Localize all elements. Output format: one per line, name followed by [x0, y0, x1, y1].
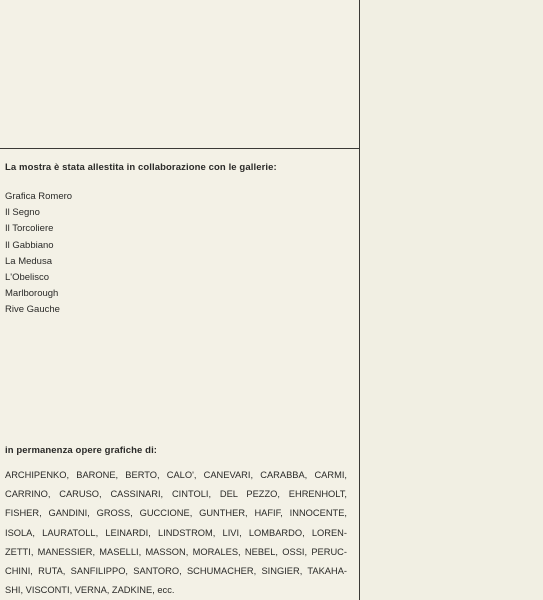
gallery-item: La Medusa [5, 255, 53, 267]
artists-line: CARRINO, CARUSO, CASSINARI, CINTOLI, DEL PEZZO, EHRENHOLT, [5, 489, 347, 500]
artists-line: SHI, VISCONTI, VERNA, ZADKINE, ecc. [5, 585, 175, 596]
artists-heading: in permanenza opere grafiche di: [5, 445, 158, 456]
gallery-list [5, 189, 72, 319]
artists-line: CHINI, RUTA, SANFILIPPO, SANTORO, SCHUMACHER, SINGIER, TAKAHA- [5, 565, 347, 576]
gallery-item: Grafica Romero [5, 191, 73, 202]
galleries-heading: La mostra è stata allestita in collaborazione con le gallerie: [5, 162, 277, 173]
gallery-item: Il Gabbiano [5, 239, 54, 251]
artists-line: ARCHIPENKO, BARONE, BERTO, CALO', CANEVARI, CARABBA, CARMI, [5, 470, 347, 480]
gallery-item: Il Segno [5, 207, 40, 219]
gallery-item: Marlborough [5, 288, 59, 300]
artists-paragraph [5, 466, 347, 600]
vertical-divider [359, 0, 360, 600]
horizontal-divider [0, 148, 359, 149]
artists-line: ZETTI, MANESSIER, MASELLI, MASSON, MORALES, NEBEL, OSSI, PERUC- [5, 546, 347, 557]
gallery-item: L'Obelisco [5, 271, 50, 283]
artists-line: ISOLA, LAURATOLL, LEINARDI, LINDSTROM, LIVI, LOMBARDO, LOREN- [5, 527, 347, 538]
blank-right-panel [360, 0, 543, 600]
artists-line: FISHER, GANDINI, GROSS, GUCCIONE, GUNTHER, HAFIF, INNOCENTE, [5, 508, 347, 519]
gallery-item: Il Torcoliere [5, 223, 54, 235]
gallery-item: Rive Gauche [5, 304, 60, 316]
